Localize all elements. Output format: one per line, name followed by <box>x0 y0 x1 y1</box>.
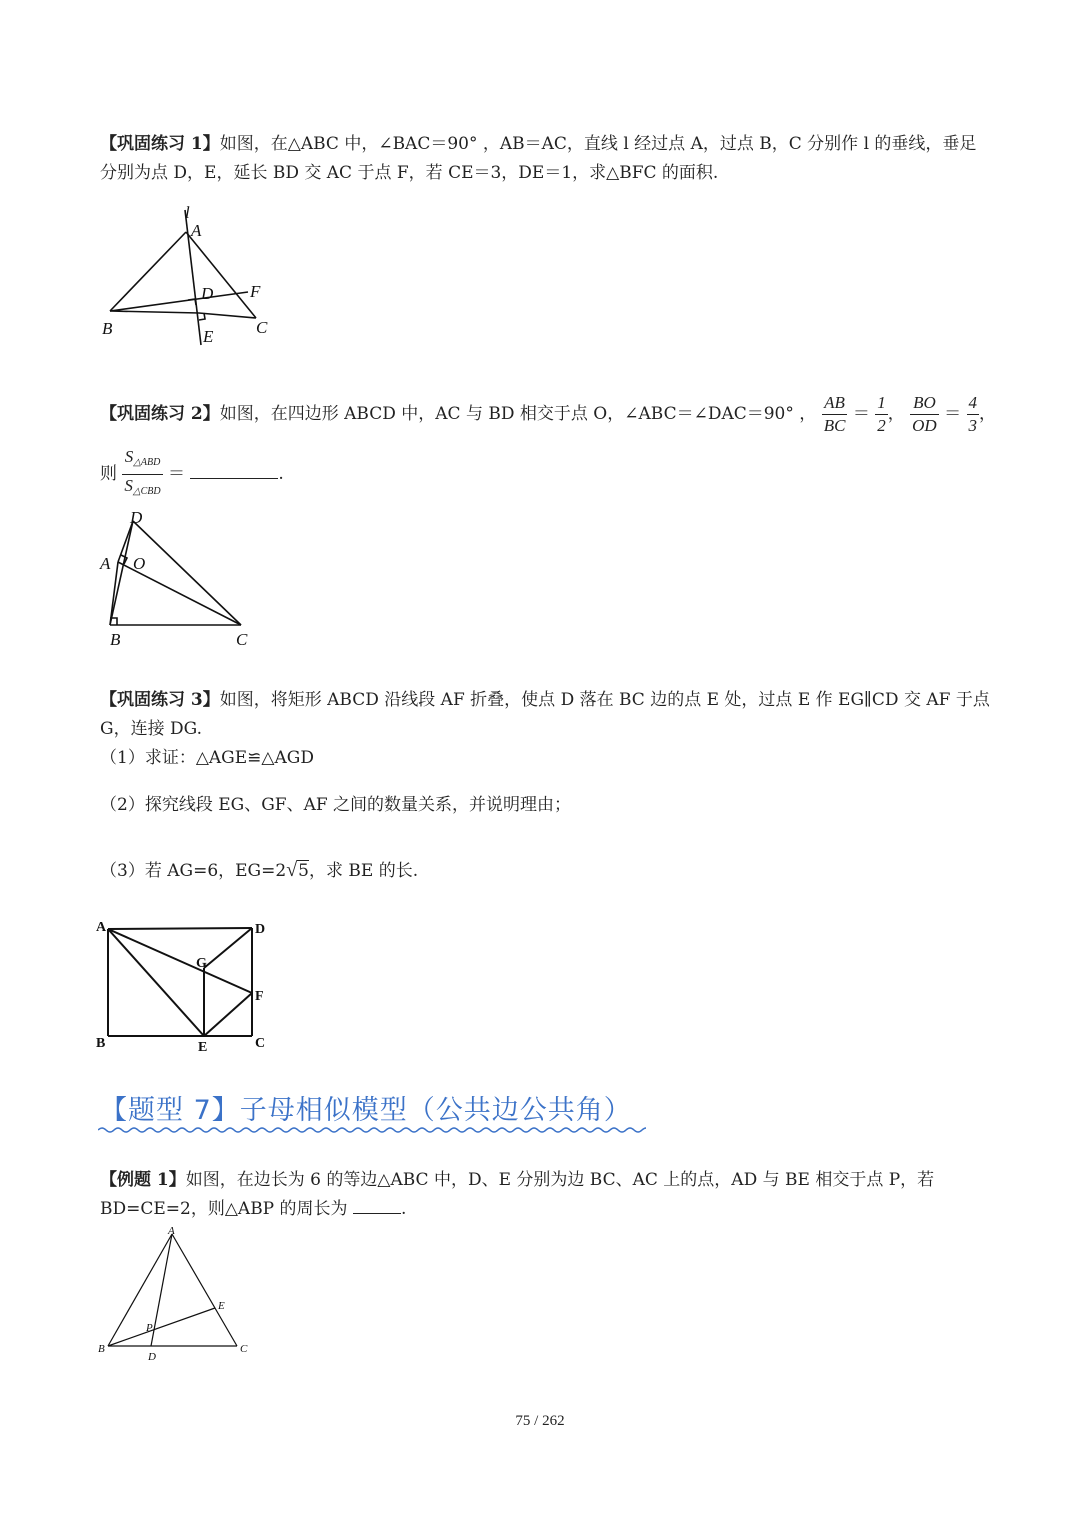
area-ratio-fraction: $\frac{S_{\triangle ABD}}{S_{\triangle CBD}}$ <box>124 447 161 497</box>
fig2-label-O: O <box>133 554 146 573</box>
fig4-label-P: P <box>146 1322 153 1334</box>
figure-1 <box>96 200 286 350</box>
fig1-label-D: D <box>201 284 214 303</box>
example-1-text: 【例题 1】如图，在边长为 6 的等边△ABC 中，D、E 分别为边 BC、AC 上的点，AD 与 BE 相交于点 P，若 BD=CE=2，则△ABP 的周长为 . <box>100 1170 935 1219</box>
answer-blank-2[interactable] <box>353 1195 401 1214</box>
fig4-label-A: A <box>168 1225 175 1237</box>
fig1-label-C: C <box>256 318 268 337</box>
fig2-label-B: B <box>110 630 121 649</box>
fig2-label-D: D <box>130 508 143 527</box>
heading-underline <box>98 1120 646 1139</box>
exercise-2-body: 如图，在四边形 ABCD 中，AC 与 BD 相交于点 O，∠ABC＝∠DAC＝90° ， <box>219 404 817 424</box>
equals-1: ＝ <box>852 404 870 424</box>
page-number: 75 / 262 <box>515 1413 565 1429</box>
fig3-label-C: C <box>255 1036 266 1051</box>
exercise-2-tag: 【巩固练习 2】 <box>100 404 220 424</box>
fig4-label-E: E <box>218 1300 225 1312</box>
fig4-label-D: D <box>148 1351 156 1363</box>
exercise-3-tag: 【巩固练习 3】 <box>100 690 220 710</box>
fraction-ab-bc: $\frac{AB}{BC}$ <box>823 393 846 435</box>
equals-2: ＝ <box>944 404 962 424</box>
exercise-2-line-2 <box>100 446 284 503</box>
section-heading: 【题型 7】子母相似模型（公共边公共角） <box>100 1095 632 1126</box>
comma-1: ， <box>887 404 905 424</box>
sqrt-argument: 5 <box>298 861 309 881</box>
fig3-label-B: B <box>96 1036 106 1051</box>
example-1-body: 如图，在边长为 6 的等边△ABC 中，D、E 分别为边 BC、AC 上的点，AD 与 BE 相交于点 P，若 BD=CE=2，则△ABP 的周长为 <box>100 1170 935 1219</box>
fig1-label-F: F <box>250 282 261 301</box>
fig3-label-F: F <box>255 989 264 1004</box>
exercise-3-q1: （1）求证：△AGE≌△AGD <box>100 748 314 768</box>
figure-4 <box>94 1224 259 1364</box>
fig1-label-E: E <box>203 327 214 346</box>
comma-2: ， <box>979 404 997 424</box>
exercise-3-body: 如图，将矩形 ABCD 沿线段 AF 折叠，使点 D 落在 BC 边的点 E 处，过点 E 作 EG∥CD 交 AF 于点 G，连接 DG. <box>100 690 990 739</box>
fig2-label-C: C <box>236 630 248 649</box>
fig3-label-A: A <box>96 920 107 935</box>
equals-3: ＝ <box>168 464 186 484</box>
fraction-one-half: $\frac{1}{2}$ <box>877 393 886 435</box>
exercise-1-tag: 【巩固练习 1】 <box>100 134 220 154</box>
fig4-label-B: B <box>98 1343 105 1355</box>
fig1-label-A: A <box>191 221 202 240</box>
fraction-four-thirds: $\frac{4}{3}$ <box>968 393 978 435</box>
exercise-2-line-1 <box>100 392 996 437</box>
fig1-label-B: B <box>102 319 113 338</box>
sqrt-sign: √ <box>286 859 298 881</box>
example-1-tag: 【例题 1】 <box>100 1170 186 1190</box>
exercise-1-text <box>100 130 990 188</box>
answer-blank-1[interactable] <box>190 460 278 479</box>
fig3-label-E: E <box>198 1040 208 1055</box>
fraction-bo-od: $\frac{BO}{OD}$ <box>912 393 937 435</box>
figure-3 <box>92 915 282 1060</box>
fig3-label-G: G <box>196 956 207 971</box>
fig4-label-C: C <box>240 1343 248 1355</box>
fig2-label-A: A <box>100 554 111 573</box>
period-2: . <box>278 464 284 484</box>
fig3-label-D: D <box>255 922 266 937</box>
exercise-3-q3: （3）若 AG=6，EG=2√5，求 BE 的长. <box>100 859 419 881</box>
fig1-label-l: l <box>185 203 190 222</box>
figure-2 <box>96 505 266 655</box>
exercise-3-text <box>100 686 990 744</box>
exercise-1-body: 如图，在△ABC 中，∠BAC＝90° ，AB＝AC，直线 l 经过点 A，过点 B，C 分别作 l 的垂线，垂足分别为点 D，E，延长 BD 交 AC 于点 F，若 CE＝3，DE＝1，求△BFC 的面积. <box>100 134 977 183</box>
ze-char: 则 <box>100 464 117 484</box>
exercise-3-q2: （2）探究线段 EG、GF、AF 之间的数量关系，并说明理由； <box>100 795 572 815</box>
